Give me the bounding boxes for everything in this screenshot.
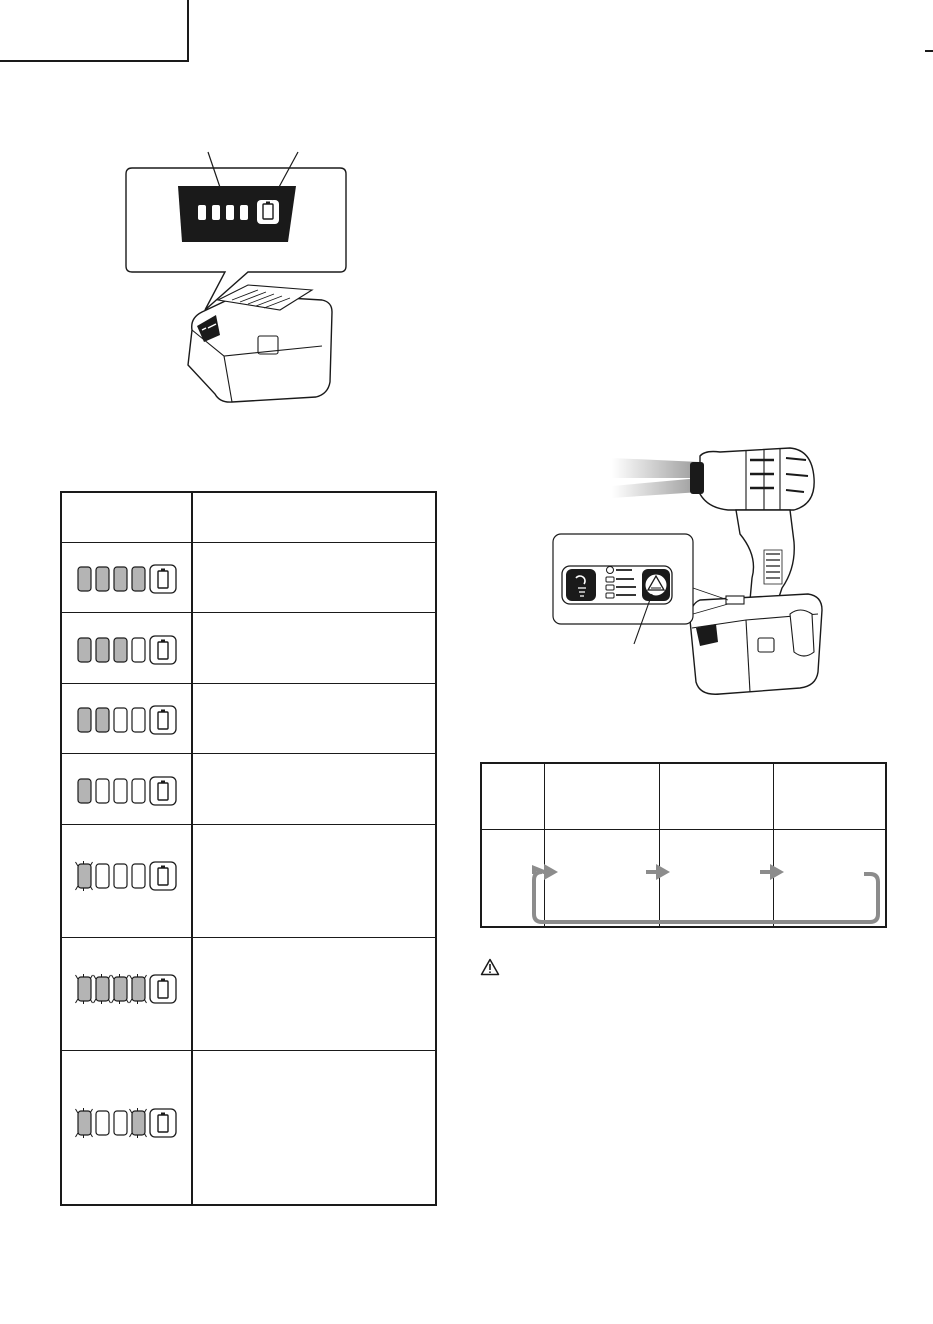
lamp-row-5 [70,858,184,894]
battery-lamp-icon [70,1105,184,1141]
battery-symbol-tip [161,1113,165,1116]
battery-symbol-tip [161,781,165,784]
impact-driver-icon [550,438,870,708]
battery-symbol-tip [161,979,165,982]
battery-symbol-tip [161,710,165,713]
lamp-lit [78,977,91,1001]
mode-table [480,762,887,928]
battery-lamp-icon [70,858,184,894]
lamp-lit [78,567,91,591]
lamp-row-3 [70,702,184,738]
lamp-off [114,864,127,888]
warning-triangle-icon [480,958,500,976]
battery-symbol-tip [161,866,165,869]
lamp-row-4 [70,773,184,809]
lamp-lit [114,977,127,1001]
lamp-off [114,779,127,803]
lamp-lit [96,567,109,591]
lamp-lit [96,977,109,1001]
lamp-lit [78,779,91,803]
lamp-off [114,708,127,732]
lamp-row-2 [70,632,184,668]
residual-battery-table [60,491,437,1206]
impact-driver-figure [550,438,870,708]
lamp-lit [132,977,145,1001]
lamp-off [114,1111,127,1135]
battery-figure [120,150,355,410]
battery-illustration [120,150,355,410]
battery-lamp-icon [70,971,184,1007]
lamp-lit [132,1111,145,1135]
lamp-lit [78,864,91,888]
lamp-lit [96,638,109,662]
section-tab [0,0,189,62]
lamp-lit [78,638,91,662]
corner-mark [925,50,933,52]
lamp-off [132,779,145,803]
battery-lamp-icon [70,632,184,668]
lamp-off [96,864,109,888]
battery-lamp-icon [70,702,184,738]
lamp-off [132,864,145,888]
lamp-lit [78,708,91,732]
cycle-arrow-icon [482,764,889,930]
lamp-lit [78,1111,91,1135]
battery-lamp-icon [70,773,184,809]
lamp-lit [132,567,145,591]
lamp-lit [96,708,109,732]
battery-lamp-icon [70,561,184,597]
lamp-off [132,708,145,732]
battery-symbol-tip [161,569,165,572]
lamp-off [132,638,145,662]
warning-note [480,958,500,976]
lamp-lit [114,638,127,662]
lamp-row-6 [70,971,184,1007]
lamp-off [96,779,109,803]
lamp-row-7 [70,1105,184,1141]
lamp-row-1 [70,561,184,597]
lamp-lit [114,567,127,591]
battery-symbol-tip [161,640,165,643]
lamp-off [96,1111,109,1135]
